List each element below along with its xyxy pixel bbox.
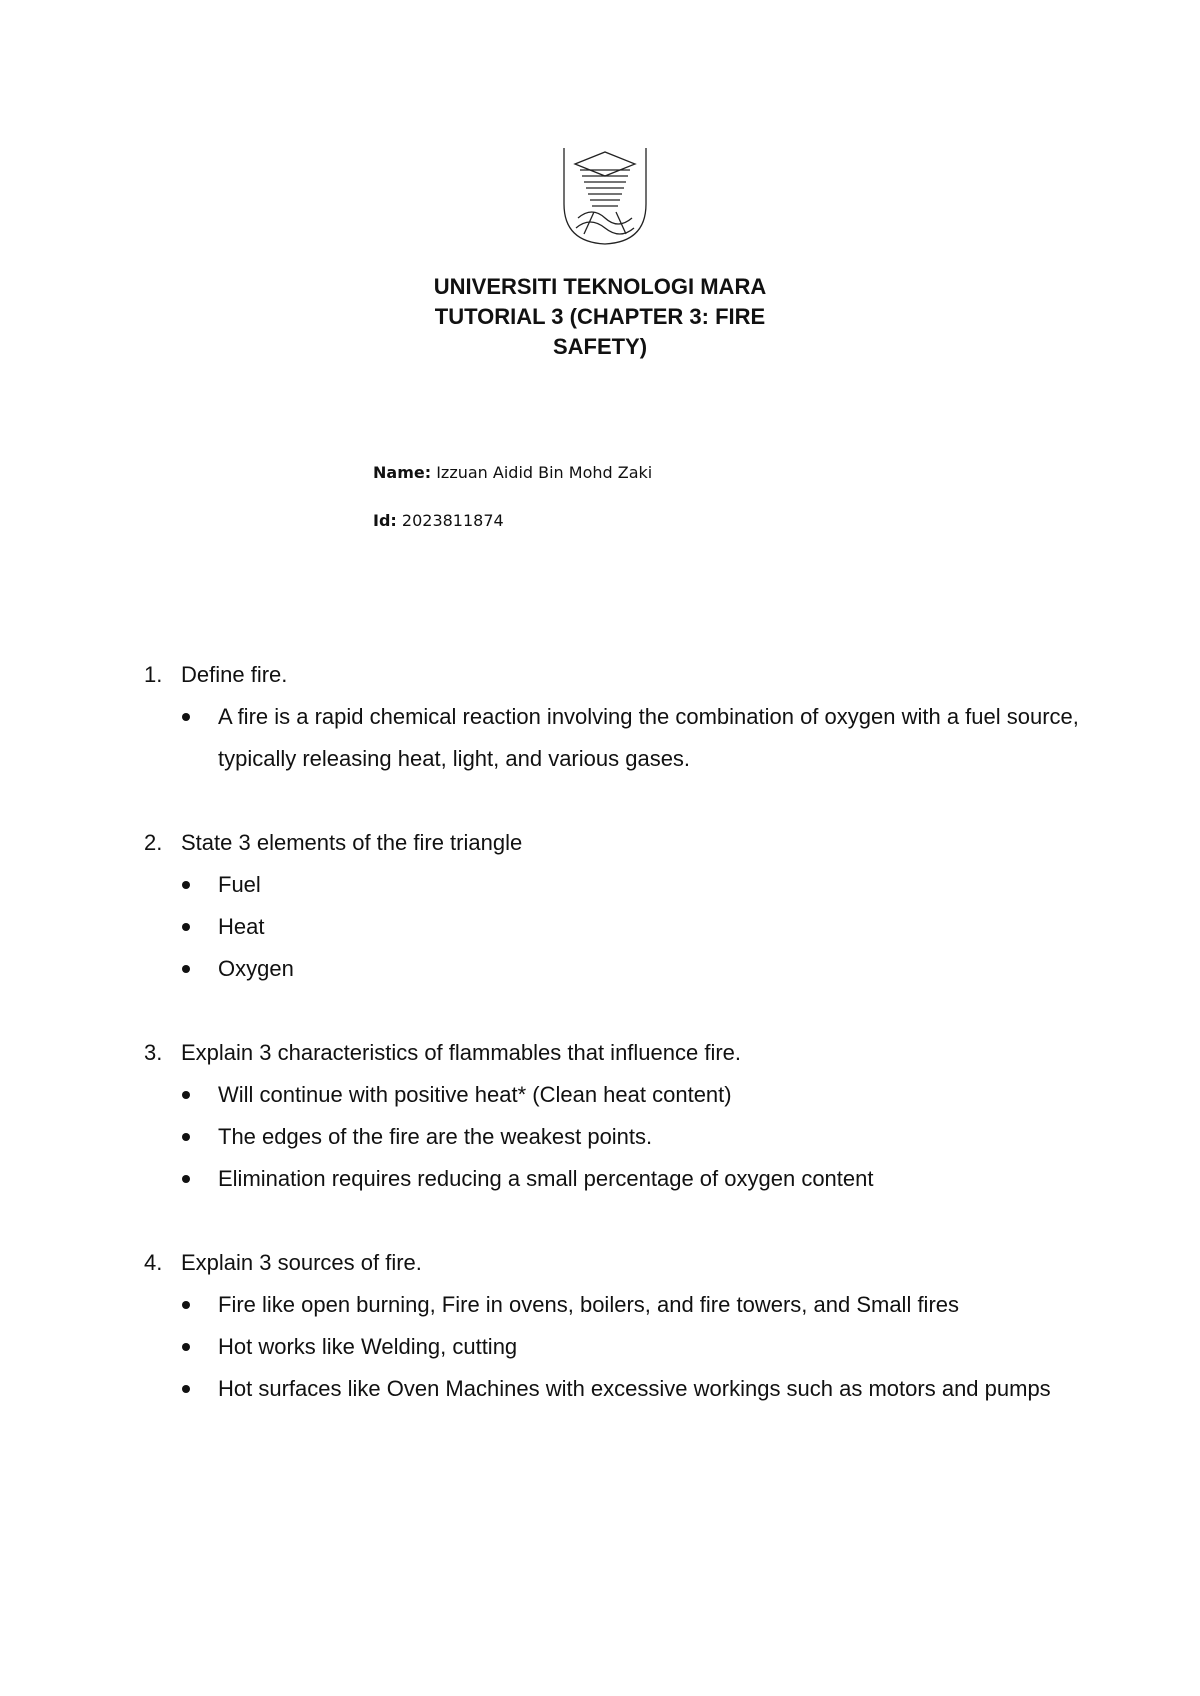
name-label: Name: [373,463,432,482]
answer-list [144,1284,1084,1410]
question-text: Explain 3 characteristics of flammables that influence fire. [181,1040,742,1065]
tutorial-title-line-1: TUTORIAL 3 (CHAPTER 3: FIRE [434,304,766,329]
question-number: 2. [144,830,163,855]
answer-text: Will continue with positive heat* (Clean heat content) [218,1082,732,1107]
bullet-icon [182,1343,190,1351]
answer-list [144,696,1084,780]
university-crest-icon [558,146,652,246]
id-value: 2023811874 [401,511,504,530]
answer-text: The edges of the fire are the weakest points. [218,1124,653,1149]
document-title [380,272,820,362]
name-value: Izzuan Aidid Bin Mohd Zaki [436,463,653,482]
bullet-icon [182,965,190,973]
bullet-icon [182,881,190,889]
answer-item [144,1326,1084,1368]
question-text: State 3 elements of the fire triangle [181,830,523,855]
answer-text: Fire like open burning, Fire in ovens, boilers, and fire towers, and Small fires [218,1292,960,1317]
question-heading [144,822,1084,864]
answer-item [144,1074,1084,1116]
answer-text: Hot surfaces like Oven Machines with excessive workings such as motors and pumps [218,1376,1051,1401]
question-number: 4. [144,1250,163,1275]
answer-text: Elimination requires reducing a small percentage of oxygen content [218,1166,874,1191]
bullet-icon [182,1385,190,1393]
question-heading [144,654,1084,696]
answer-item [144,864,1084,906]
answer-text: A fire is a rapid chemical reaction involving the combination of oxygen with a fuel source, typically releasing heat, light, and various gases. [218,704,1079,771]
answer-text: Oxygen [218,956,294,981]
question-text: Explain 3 sources of fire. [181,1250,422,1275]
bullet-icon [182,1091,190,1099]
id-label: Id: [373,511,397,530]
question-number: 1. [144,662,163,687]
question-4 [144,1242,1084,1410]
bullet-icon [182,713,190,721]
question-heading [144,1242,1084,1284]
question-1 [144,654,1084,780]
question-text: Define fire. [181,662,288,687]
student-info [373,462,652,558]
answer-item [144,696,1084,780]
bullet-icon [182,923,190,931]
question-number: 3. [144,1040,163,1065]
question-2 [144,822,1084,990]
question-list [144,654,1084,1452]
answer-text: Hot works like Welding, cutting [218,1334,518,1359]
institution-name: UNIVERSITI TEKNOLOGI MARA [433,274,767,299]
answer-list [144,1074,1084,1200]
question-3 [144,1032,1084,1200]
answer-text: Fuel [218,872,261,897]
tutorial-title-line-2: SAFETY) [552,334,648,359]
answer-text: Heat [218,914,265,939]
bullet-icon [182,1301,190,1309]
question-heading [144,1032,1084,1074]
answer-item [144,1368,1084,1410]
answer-item [144,1158,1084,1200]
bullet-icon [182,1175,190,1183]
answer-item [144,1116,1084,1158]
answer-item [144,948,1084,990]
student-name-row [373,462,652,510]
answer-list [144,864,1084,990]
answer-item [144,1284,1084,1326]
bullet-icon [182,1133,190,1141]
answer-item [144,906,1084,948]
student-id-row [373,510,652,558]
